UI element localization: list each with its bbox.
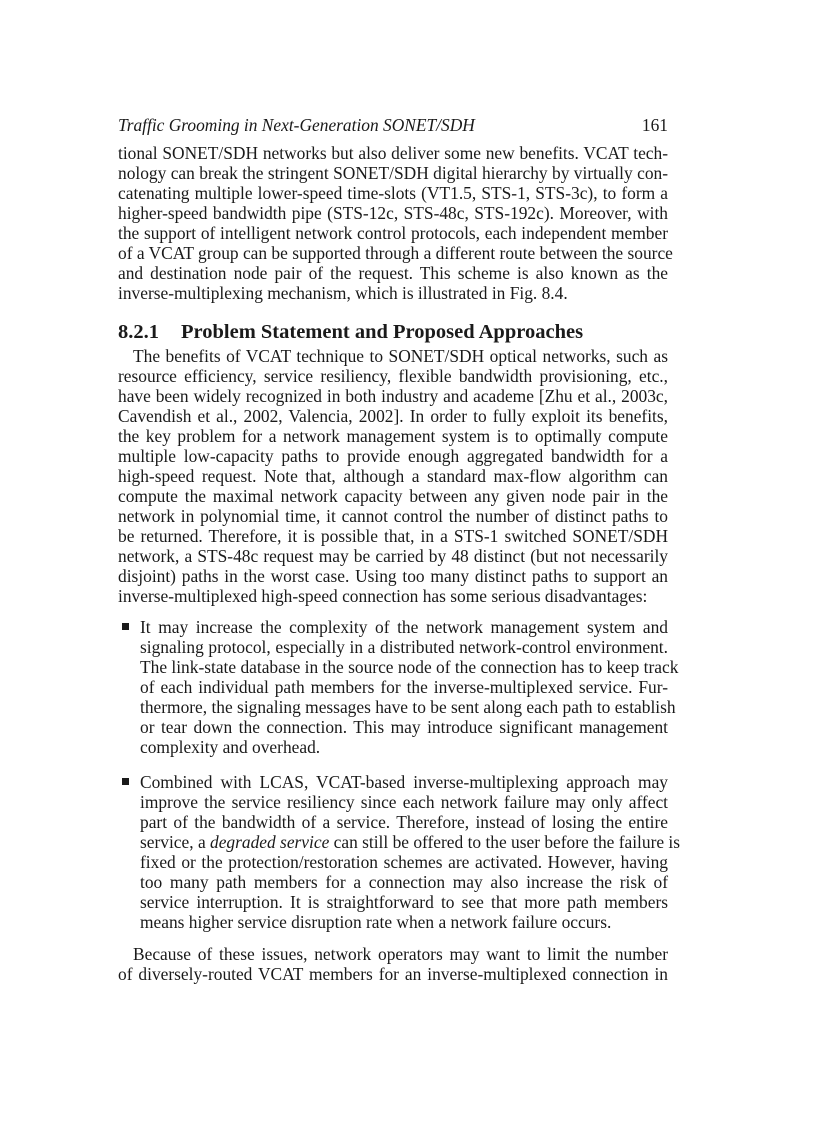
text-line: Because of these issues, network operators may want to limit the number — [133, 944, 668, 964]
text-line: higher-speed bandwidth pipe (STS-12c, STS-48c, STS-192c). Moreover, with — [118, 203, 668, 223]
text-line: Cavendish et al., 2002, Valencia, 2002]. In order to fully exploit its benefits, — [118, 406, 668, 426]
text-line: inverse-multiplexing mechanism, which is illustrated in Fig. 8.4. — [118, 283, 568, 303]
page-number: 161 — [641, 115, 668, 135]
text-line: catenating multiple lower-speed time-slots (VT1.5, STS-1, STS-3c), to form a — [118, 183, 668, 203]
text: can still be offered to the user before the failure is — [329, 832, 681, 852]
text-line: the key problem for a network management system is to optimally compute — [118, 426, 668, 446]
text-line: network, a STS-48c request may be carried by 48 distinct (but not necessarily — [118, 546, 668, 566]
text-line: The benefits of VCAT technique to SONET/SDH optical networks, such as — [133, 346, 668, 366]
text-line: disjoint) paths in the worst case. Using too many distinct paths to support an — [118, 566, 668, 586]
text-line: tional SONET/SDH networks but also deliver some new benefits. VCAT tech- — [118, 143, 668, 163]
text-line: thermore, the signaling messages have to be sent along each path to establish — [140, 697, 676, 717]
section-title: Problem Statement and Proposed Approaches — [181, 321, 584, 343]
text-line: of diversely-routed VCAT members for an inverse-multiplexed connection in — [118, 964, 668, 984]
running-title: Traffic Grooming in Next-Generation SONET/SDH — [118, 115, 475, 135]
text-line: the support of intelligent network control protocols, each independent member — [118, 223, 668, 243]
text-line: nology can break the stringent SONET/SDH digital hierarchy by virtually con- — [118, 163, 668, 183]
text-line: complexity and overhead. — [140, 737, 321, 757]
text-line: part of the bandwidth of a service. Therefore, instead of losing the entire — [140, 812, 668, 832]
running-header — [118, 114, 668, 136]
text-line — [140, 832, 681, 852]
text-line: or tear down the connection. This may introduce significant management — [140, 717, 668, 737]
text-line: resource efficiency, service resiliency, flexible bandwidth provisioning, etc., — [118, 366, 668, 386]
text-line: network in polynomial time, it cannot control the number of distinct paths to — [118, 506, 668, 526]
text-line: service interruption. It is straightforward to see that more path members — [140, 892, 668, 912]
text-line: multiple low-capacity paths to provide enough aggregated bandwidth for a — [118, 446, 668, 466]
emphasis-text: degraded service — [210, 832, 330, 852]
text-line: The link-state database in the source node of the connection has to keep track — [140, 657, 679, 677]
text-line: and destination node pair of the request. This scheme is also known as the — [118, 263, 668, 283]
text-line: means higher service disruption rate when a network failure occurs. — [140, 912, 612, 932]
section-heading — [118, 321, 583, 343]
text-line: fixed or the protection/restoration schemes are activated. However, having — [140, 852, 668, 872]
text-line: have been widely recognized in both industry and academe [Zhu et al., 2003c, — [118, 386, 668, 406]
text-line: signaling protocol, especially in a distributed network-control environment. — [140, 637, 668, 657]
text-line: inverse-multiplexed high-speed connection has some serious disadvantages: — [118, 586, 648, 606]
text-line: high-speed request. Note that, although a standard max-flow algorithm can — [118, 466, 668, 486]
text-line: be returned. Therefore, it is possible that, in a STS-1 switched SONET/SDH — [118, 526, 668, 546]
text-line: improve the service resiliency since each network failure may only affect — [140, 792, 668, 812]
bullet-item-1 — [140, 617, 679, 757]
bullet-square-icon — [122, 623, 129, 630]
text-line: too many path members for a connection may also increase the risk of — [140, 872, 668, 892]
bullet-item-2 — [140, 772, 681, 932]
paragraph-2 — [118, 346, 668, 606]
paragraph-1 — [118, 143, 673, 303]
section-number: 8.2.1 — [118, 321, 159, 343]
text-line: Combined with LCAS, VCAT-based inverse-multiplexing approach may — [140, 772, 668, 792]
bullet-square-icon — [122, 778, 129, 785]
text-line: compute the maximal network capacity between any given node pair in the — [118, 486, 668, 506]
paragraph-3 — [118, 944, 668, 984]
text-line: of a VCAT group can be supported through a different route between the source — [118, 243, 673, 263]
text-line: It may increase the complexity of the network management system and — [140, 617, 668, 637]
text: service, a — [140, 832, 211, 852]
text-line: of each individual path members for the inverse-multiplexed service. Fur- — [140, 677, 668, 697]
